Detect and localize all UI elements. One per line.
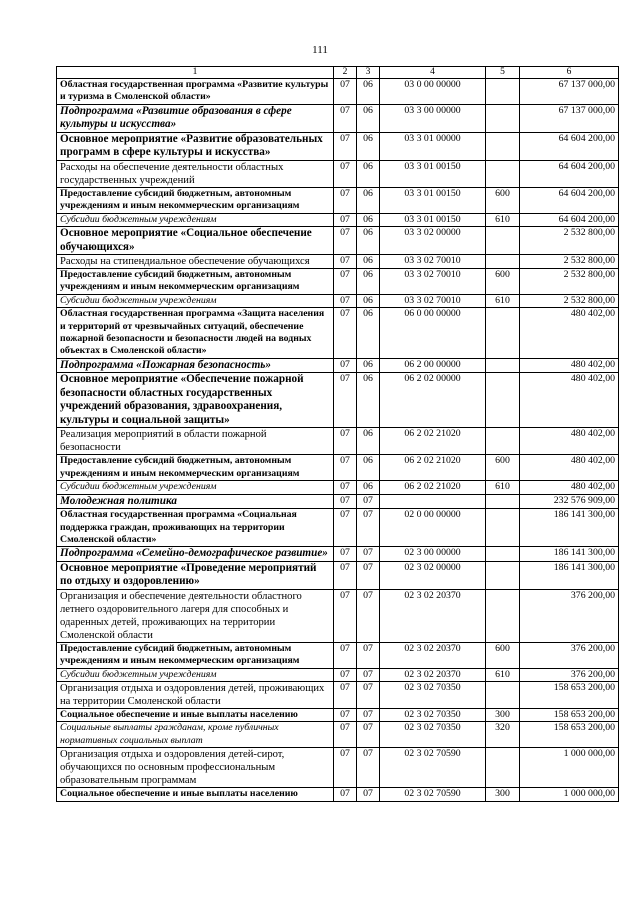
- table-row: [57, 455, 619, 481]
- amount-cell: 64 604 200,00: [520, 132, 619, 160]
- amount-cell: 2 532 800,00: [520, 227, 619, 255]
- row-name-cell: Субсидии бюджетным учреждениям: [57, 213, 334, 226]
- row-name-cell: Предоставление субсидий бюджетным, автономным учреждениям и иным некоммерческим организациям: [57, 455, 334, 481]
- subsection-code-cell: 06: [357, 455, 380, 481]
- section-code-cell: 07: [334, 132, 357, 160]
- amount-cell: 1 000 000,00: [520, 788, 619, 801]
- expense-type-cell: 600: [486, 642, 520, 668]
- row-name-cell: Подпрограмма «Семейно-демографическое развитие»: [57, 547, 334, 562]
- expense-type-cell: [486, 509, 520, 547]
- amount-cell: 158 653 200,00: [520, 722, 619, 748]
- table-row: [57, 561, 619, 589]
- header-cell: 4: [380, 67, 486, 79]
- expense-type-cell: [486, 494, 520, 509]
- section-code-cell: 07: [334, 213, 357, 226]
- section-code-cell: 07: [334, 481, 357, 494]
- target-article-cell: 03 3 00 00000: [380, 104, 486, 132]
- table-row: [57, 294, 619, 307]
- subsection-code-cell: 07: [357, 494, 380, 509]
- amount-cell: 2 532 800,00: [520, 269, 619, 295]
- row-name-cell: Социальное обеспечение и иные выплаты населению: [57, 788, 334, 801]
- table-row: [57, 589, 619, 642]
- table-row: [57, 722, 619, 748]
- section-code-cell: 07: [334, 788, 357, 801]
- section-code-cell: 07: [334, 642, 357, 668]
- section-code-cell: 07: [334, 494, 357, 509]
- row-name-cell: Подпрограмма «Развитие образования в сфере культуры и искусства»: [57, 104, 334, 132]
- section-code-cell: 07: [334, 294, 357, 307]
- row-name-cell: Организация отдыха и оздоровления детей, проживающих на территории Смоленской области: [57, 682, 334, 709]
- section-code-cell: 07: [334, 509, 357, 547]
- table-row: [57, 79, 619, 105]
- target-article-cell: 02 3 02 20370: [380, 642, 486, 668]
- target-article-cell: 02 3 02 70350: [380, 682, 486, 709]
- expense-type-cell: 320: [486, 722, 520, 748]
- amount-cell: 64 604 200,00: [520, 187, 619, 213]
- expense-type-cell: 610: [486, 294, 520, 307]
- expense-type-cell: [486, 561, 520, 589]
- header-cell: 5: [486, 67, 520, 79]
- row-name-cell: Предоставление субсидий бюджетным, автономным учреждениям и иным некоммерческим организациям: [57, 642, 334, 668]
- expense-type-cell: [486, 589, 520, 642]
- section-code-cell: 07: [334, 589, 357, 642]
- table-row: [57, 160, 619, 187]
- table-row: [57, 255, 619, 269]
- subsection-code-cell: 07: [357, 709, 380, 722]
- row-name-cell: Субсидии бюджетным учреждениям: [57, 668, 334, 681]
- row-name-cell: Организация отдыха и оздоровления детей-сирот, обучающихся по основным профессиональным образовательным программам: [57, 748, 334, 788]
- section-code-cell: 07: [334, 668, 357, 681]
- row-name-cell: Основное мероприятие «Социальное обеспечение обучающихся»: [57, 227, 334, 255]
- row-name-cell: Субсидии бюджетным учреждениям: [57, 294, 334, 307]
- row-name-cell: Основное мероприятие «Проведение мероприятий по отдыху и оздоровлению»: [57, 561, 334, 589]
- expense-type-cell: 600: [486, 187, 520, 213]
- row-name-cell: Организация и обеспечение деятельности областного летнего оздоровительного лагеря для способных и одаренных детей, проживающих на территории Смоленской области: [57, 589, 334, 642]
- subsection-code-cell: 06: [357, 227, 380, 255]
- section-code-cell: 07: [334, 227, 357, 255]
- section-code-cell: 07: [334, 682, 357, 709]
- target-article-cell: 02 3 02 70350: [380, 722, 486, 748]
- header-cell: 1: [57, 67, 334, 79]
- row-name-cell: Предоставление субсидий бюджетным, автономным учреждениям и иным некоммерческим организациям: [57, 269, 334, 295]
- subsection-code-cell: 06: [357, 104, 380, 132]
- section-code-cell: 07: [334, 428, 357, 455]
- section-code-cell: 07: [334, 255, 357, 269]
- amount-cell: 158 653 200,00: [520, 682, 619, 709]
- subsection-code-cell: 07: [357, 642, 380, 668]
- amount-cell: 186 141 300,00: [520, 509, 619, 547]
- table-row: [57, 308, 619, 359]
- section-code-cell: 07: [334, 358, 357, 373]
- section-code-cell: 07: [334, 187, 357, 213]
- expense-type-cell: [486, 227, 520, 255]
- target-article-cell: 02 3 02 00000: [380, 561, 486, 589]
- expense-type-cell: [486, 748, 520, 788]
- amount-cell: 480 402,00: [520, 373, 619, 428]
- subsection-code-cell: 06: [357, 132, 380, 160]
- row-name-cell: Расходы на стипендиальное обеспечение обучающихся: [57, 255, 334, 269]
- target-article-cell: 02 3 00 00000: [380, 547, 486, 562]
- target-article-cell: 02 3 02 70590: [380, 748, 486, 788]
- row-name-cell: Областная государственная программа «Социальная поддержка граждан, проживающих на территории Смоленской области»: [57, 509, 334, 547]
- table-row: [57, 269, 619, 295]
- row-name-cell: Реализация мероприятий в области пожарной безопасности: [57, 428, 334, 455]
- budget-table: [56, 66, 619, 802]
- subsection-code-cell: 07: [357, 668, 380, 681]
- table-row: [57, 788, 619, 801]
- target-article-cell: 03 3 02 70010: [380, 294, 486, 307]
- table-header-row: [57, 67, 619, 79]
- target-article-cell: 03 3 01 00000: [380, 132, 486, 160]
- subsection-code-cell: 07: [357, 561, 380, 589]
- expense-type-cell: [486, 358, 520, 373]
- expense-type-cell: 600: [486, 455, 520, 481]
- amount-cell: 67 137 000,00: [520, 79, 619, 105]
- section-code-cell: 07: [334, 160, 357, 187]
- amount-cell: 480 402,00: [520, 428, 619, 455]
- section-code-cell: 07: [334, 455, 357, 481]
- expense-type-cell: [486, 308, 520, 359]
- target-article-cell: 02 3 02 70350: [380, 709, 486, 722]
- section-code-cell: 07: [334, 748, 357, 788]
- amount-cell: 480 402,00: [520, 308, 619, 359]
- table-row: [57, 373, 619, 428]
- amount-cell: 67 137 000,00: [520, 104, 619, 132]
- subsection-code-cell: 06: [357, 308, 380, 359]
- subsection-code-cell: 06: [357, 255, 380, 269]
- row-name-cell: Расходы на обеспечение деятельности областных государственных учреждений: [57, 160, 334, 187]
- target-article-cell: 02 3 02 20370: [380, 589, 486, 642]
- amount-cell: 64 604 200,00: [520, 213, 619, 226]
- target-article-cell: 06 2 02 21020: [380, 455, 486, 481]
- target-article-cell: 06 2 02 21020: [380, 428, 486, 455]
- target-article-cell: [380, 494, 486, 509]
- amount-cell: 376 200,00: [520, 589, 619, 642]
- subsection-code-cell: 07: [357, 509, 380, 547]
- table-row: [57, 481, 619, 494]
- table-row: [57, 709, 619, 722]
- subsection-code-cell: 06: [357, 269, 380, 295]
- subsection-code-cell: 07: [357, 547, 380, 562]
- section-code-cell: 07: [334, 547, 357, 562]
- row-name-cell: Социальные выплаты гражданам, кроме публичных нормативных социальных выплат: [57, 722, 334, 748]
- expense-type-cell: 300: [486, 709, 520, 722]
- expense-type-cell: [486, 682, 520, 709]
- target-article-cell: 03 3 02 70010: [380, 269, 486, 295]
- section-code-cell: 07: [334, 373, 357, 428]
- table-row: [57, 509, 619, 547]
- row-name-cell: Субсидии бюджетным учреждениям: [57, 481, 334, 494]
- row-name-cell: Областная государственная программа «Развитие культуры и туризма в Смоленской области»: [57, 79, 334, 105]
- subsection-code-cell: 06: [357, 358, 380, 373]
- table-row: [57, 132, 619, 160]
- subsection-code-cell: 07: [357, 788, 380, 801]
- target-article-cell: 02 0 00 00000: [380, 509, 486, 547]
- expense-type-cell: 610: [486, 668, 520, 681]
- target-article-cell: 02 3 02 20370: [380, 668, 486, 681]
- target-article-cell: 03 3 01 00150: [380, 187, 486, 213]
- subsection-code-cell: 07: [357, 589, 380, 642]
- expense-type-cell: 600: [486, 269, 520, 295]
- table-row: [57, 227, 619, 255]
- amount-cell: 376 200,00: [520, 642, 619, 668]
- table-row: [57, 494, 619, 509]
- section-code-cell: 07: [334, 722, 357, 748]
- target-article-cell: 03 3 01 00150: [380, 160, 486, 187]
- amount-cell: 1 000 000,00: [520, 748, 619, 788]
- target-article-cell: 03 0 00 00000: [380, 79, 486, 105]
- target-article-cell: 03 3 02 70010: [380, 255, 486, 269]
- subsection-code-cell: 06: [357, 187, 380, 213]
- header-cell: 6: [520, 67, 619, 79]
- table-row: [57, 213, 619, 226]
- subsection-code-cell: 07: [357, 748, 380, 788]
- target-article-cell: 03 3 02 00000: [380, 227, 486, 255]
- table-row: [57, 428, 619, 455]
- row-name-cell: Областная государственная программа «Защита населения и территорий от чрезвычайных ситуаций, обеспечение пожарной безопасности и безопасности людей на водных объектах в Смоленской области»: [57, 308, 334, 359]
- amount-cell: 158 653 200,00: [520, 709, 619, 722]
- table-row: [57, 682, 619, 709]
- expense-type-cell: 610: [486, 481, 520, 494]
- amount-cell: 376 200,00: [520, 668, 619, 681]
- section-code-cell: 07: [334, 269, 357, 295]
- expense-type-cell: 300: [486, 788, 520, 801]
- expense-type-cell: [486, 373, 520, 428]
- target-article-cell: 06 0 00 00000: [380, 308, 486, 359]
- target-article-cell: 06 2 02 21020: [380, 481, 486, 494]
- amount-cell: 186 141 300,00: [520, 547, 619, 562]
- subsection-code-cell: 06: [357, 373, 380, 428]
- amount-cell: 480 402,00: [520, 358, 619, 373]
- subsection-code-cell: 06: [357, 294, 380, 307]
- subsection-code-cell: 06: [357, 481, 380, 494]
- expense-type-cell: [486, 132, 520, 160]
- subsection-code-cell: 07: [357, 722, 380, 748]
- table-row: [57, 668, 619, 681]
- expense-type-cell: [486, 79, 520, 105]
- expense-type-cell: [486, 255, 520, 269]
- subsection-code-cell: 06: [357, 79, 380, 105]
- row-name-cell: Молодежная политика: [57, 494, 334, 509]
- subsection-code-cell: 07: [357, 682, 380, 709]
- target-article-cell: 06 2 02 00000: [380, 373, 486, 428]
- table-row: [57, 748, 619, 788]
- subsection-code-cell: 06: [357, 160, 380, 187]
- target-article-cell: 03 3 01 00150: [380, 213, 486, 226]
- expense-type-cell: [486, 104, 520, 132]
- target-article-cell: 02 3 02 70590: [380, 788, 486, 801]
- page-number: 111: [312, 44, 328, 56]
- section-code-cell: 07: [334, 709, 357, 722]
- subsection-code-cell: 06: [357, 213, 380, 226]
- amount-cell: 2 532 800,00: [520, 294, 619, 307]
- amount-cell: 186 141 300,00: [520, 561, 619, 589]
- row-name-cell: Основное мероприятие «Обеспечение пожарной безопасности областных государственных учреждений образования, здравоохранения, культуры и социальной защиты»: [57, 373, 334, 428]
- amount-cell: 2 532 800,00: [520, 255, 619, 269]
- table-row: [57, 187, 619, 213]
- section-code-cell: 07: [334, 561, 357, 589]
- section-code-cell: 07: [334, 104, 357, 132]
- row-name-cell: Предоставление субсидий бюджетным, автономным учреждениям и иным некоммерческим организациям: [57, 187, 334, 213]
- row-name-cell: Основное мероприятие «Развитие образовательных программ в сфере культуры и искусства»: [57, 132, 334, 160]
- table-row: [57, 547, 619, 562]
- expense-type-cell: 610: [486, 213, 520, 226]
- amount-cell: 64 604 200,00: [520, 160, 619, 187]
- subsection-code-cell: 06: [357, 428, 380, 455]
- amount-cell: 480 402,00: [520, 455, 619, 481]
- table-row: [57, 642, 619, 668]
- table-row: [57, 358, 619, 373]
- target-article-cell: 06 2 00 00000: [380, 358, 486, 373]
- row-name-cell: Подпрограмма «Пожарная безопасность»: [57, 358, 334, 373]
- row-name-cell: Социальное обеспечение и иные выплаты населению: [57, 709, 334, 722]
- expense-type-cell: [486, 160, 520, 187]
- section-code-cell: 07: [334, 308, 357, 359]
- expense-type-cell: [486, 428, 520, 455]
- section-code-cell: 07: [334, 79, 357, 105]
- expense-type-cell: [486, 547, 520, 562]
- header-cell: 3: [357, 67, 380, 79]
- amount-cell: 232 576 909,00: [520, 494, 619, 509]
- table-row: [57, 104, 619, 132]
- amount-cell: 480 402,00: [520, 481, 619, 494]
- header-cell: 2: [334, 67, 357, 79]
